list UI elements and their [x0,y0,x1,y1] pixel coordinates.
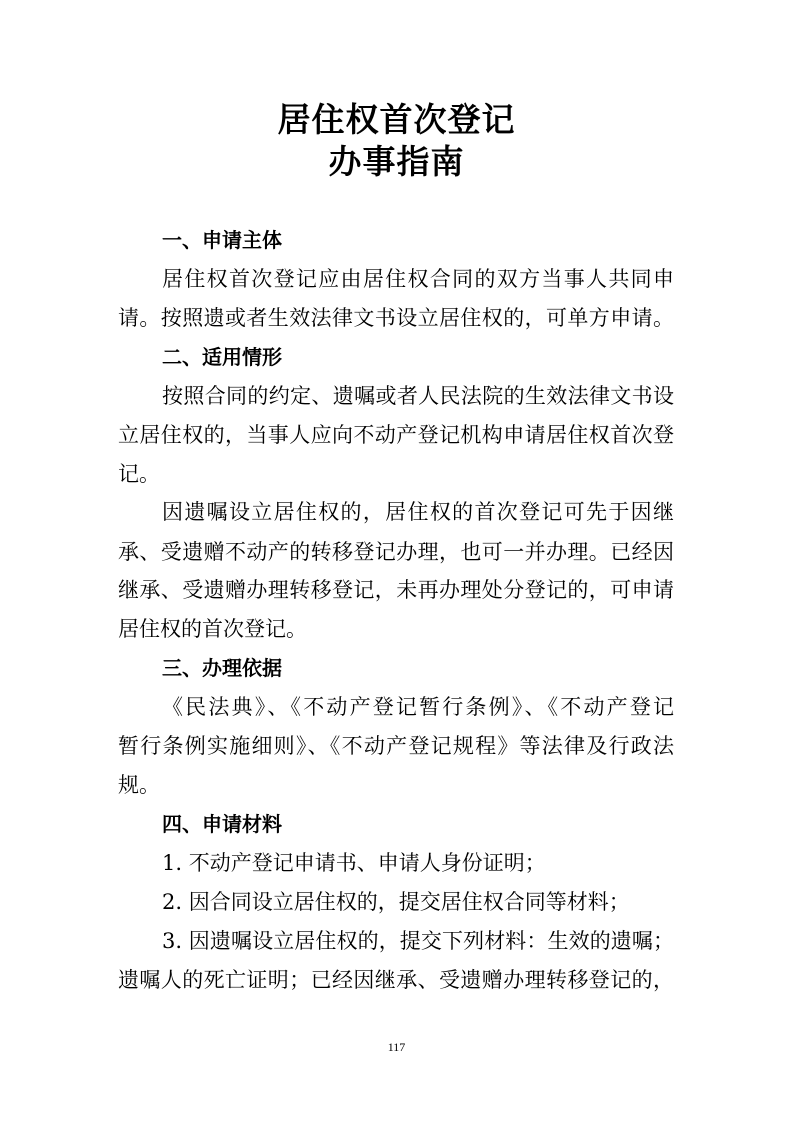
paragraph-line: 请。按照遗或者生效法律文书设立居住权的，可单方申请。 [118,306,674,330]
section-heading-legal-basis: 三、办理依据 [162,656,282,680]
section-heading-applicable-cases: 二、适用情形 [162,345,282,369]
paragraph-line: 继承、受遗赠办理转移登记，未再办理处分登记的，可申请 [118,578,674,602]
paragraph-line: 记。 [118,462,160,486]
document-title: 居住权首次登记 [277,100,516,139]
paragraph-line: 居住权的首次登记。 [118,617,307,641]
document-subtitle: 办事指南 [328,142,465,181]
paragraph-line: 规。 [118,773,160,797]
paragraph-line: 因遗嘱设立居住权的，居住权的首次登记可先于因继 [162,500,674,524]
page-number: 117 [387,1040,406,1054]
list-item: 1. 不动产登记申请书、申请人身份证明； [162,851,546,875]
paragraph-line: 居住权首次登记应由居住权合同的双方当事人共同申 [162,267,674,291]
list-item: 遗嘱人的死亡证明；已经因继承、受遗赠办理转移登记的， [118,968,674,992]
paragraph-line: 暂行条例实施细则》、《不动产登记规程》等法律及行政法 [118,734,674,758]
list-item: 3. 因遗嘱设立居住权的，提交下列材料：生效的遗嘱； [162,929,674,953]
section-heading-applicant: 一、申请主体 [162,228,282,252]
paragraph-line: 《民法典》、《不动产登记暂行条例》、《不动产登记 [162,695,674,719]
paragraph-line: 立居住权的，当事人应向不动产登记机构申请居住权首次登 [118,423,674,447]
paragraph-line: 按照合同的约定、遗嘱或者人民法院的生效法律文书设 [162,384,674,408]
paragraph-line: 承、受遗赠不动产的转移登记办理，也可一并办理。已经因 [118,540,674,564]
list-item: 2. 因合同设立居住权的，提交居住权合同等材料； [162,890,630,914]
section-heading-materials: 四、申请材料 [162,812,282,836]
